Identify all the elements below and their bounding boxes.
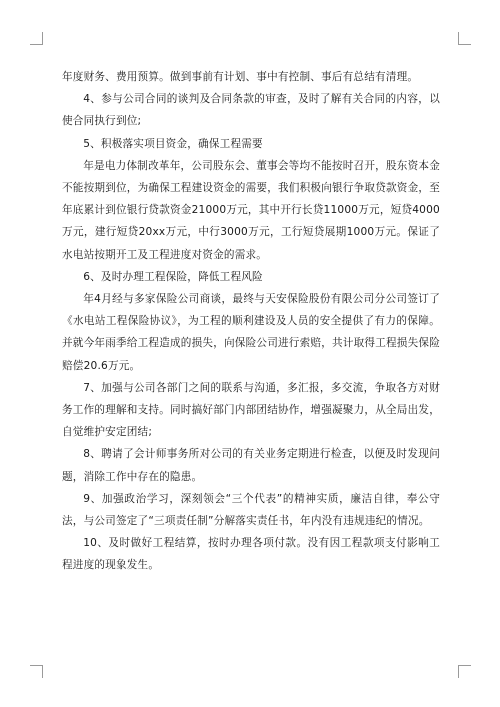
paragraph-item-10: 10、及时做好工程结算，按时办理各项付款。没有因工程款项支付影响工程进度的现象发生。 xyxy=(62,537,440,572)
crop-mark-bottom-right xyxy=(458,665,471,678)
paragraph-item-4: 4、参与公司合同的谈判及合同条款的审查，及时了解有关合同的内容，以使合同执行到位; xyxy=(62,93,440,128)
paragraph-item-8: 8、聘请了会计师事务所对公司的有关业务定期进行检查，以便及时发现问题，消除工作中存在的隐患。 xyxy=(62,448,440,483)
paragraph-item-6-body: 年4月经与多家保险公司商谈，最终与天安保险股份有限公司分公司签订了《水电站工程保险协议》，为工程的顺利建设及人员的安全提供了有力的保障。并就今年雨季给工程造成的损失，向保险公司进行索赔，共计取得工程损失保险赔偿20.6万元。 xyxy=(62,293,440,372)
paragraph-item-5-heading: 5、积极落实项目资金，确保工程需要 xyxy=(83,137,263,150)
crop-mark-bottom-left xyxy=(30,665,43,678)
paragraph-item-7: 7、加强与公司各部门之间的联系与沟通，多汇报，多交流，争取各方对财务工作的理解和支持。同时搞好部门内部团结协作，增强凝聚力，从全局出发，自觉维护安定团结; xyxy=(62,381,440,439)
paragraph-item-5-body: 年是电力体制改革年，公司股东会、董事会等均不能按时召开，股东资本金不能按期到位，为确保工程建设资金的需要，我们积极向银行争取贷款资金，至年底累计到位银行贷款资金21000万元，其中开行长贷11000万元，短贷4000万元，建行短贷20xx万元，中行3000万元，工行短贷展期1000万元。保证了水电站按期开工及工程进度对资金的需求。 xyxy=(62,159,440,261)
crop-mark-top-right xyxy=(458,32,471,45)
paragraph-item-6-heading: 6、及时办理工程保险，降低工程风险 xyxy=(83,270,263,283)
paragraph-item-9: 9、加强政治学习，深刻领会“三个代表”的精神实质，廉洁自律，奉公守法，与公司签定了“三项责任制”分解落实责任书，年内没有违规违纪的情况。 xyxy=(62,492,440,528)
paragraph-budget: 年度财务、费用预算。做到事前有计划、事中有控制、事后有总结有清理。 xyxy=(62,71,419,83)
document-body xyxy=(62,66,440,577)
crop-mark-top-left xyxy=(30,32,43,45)
